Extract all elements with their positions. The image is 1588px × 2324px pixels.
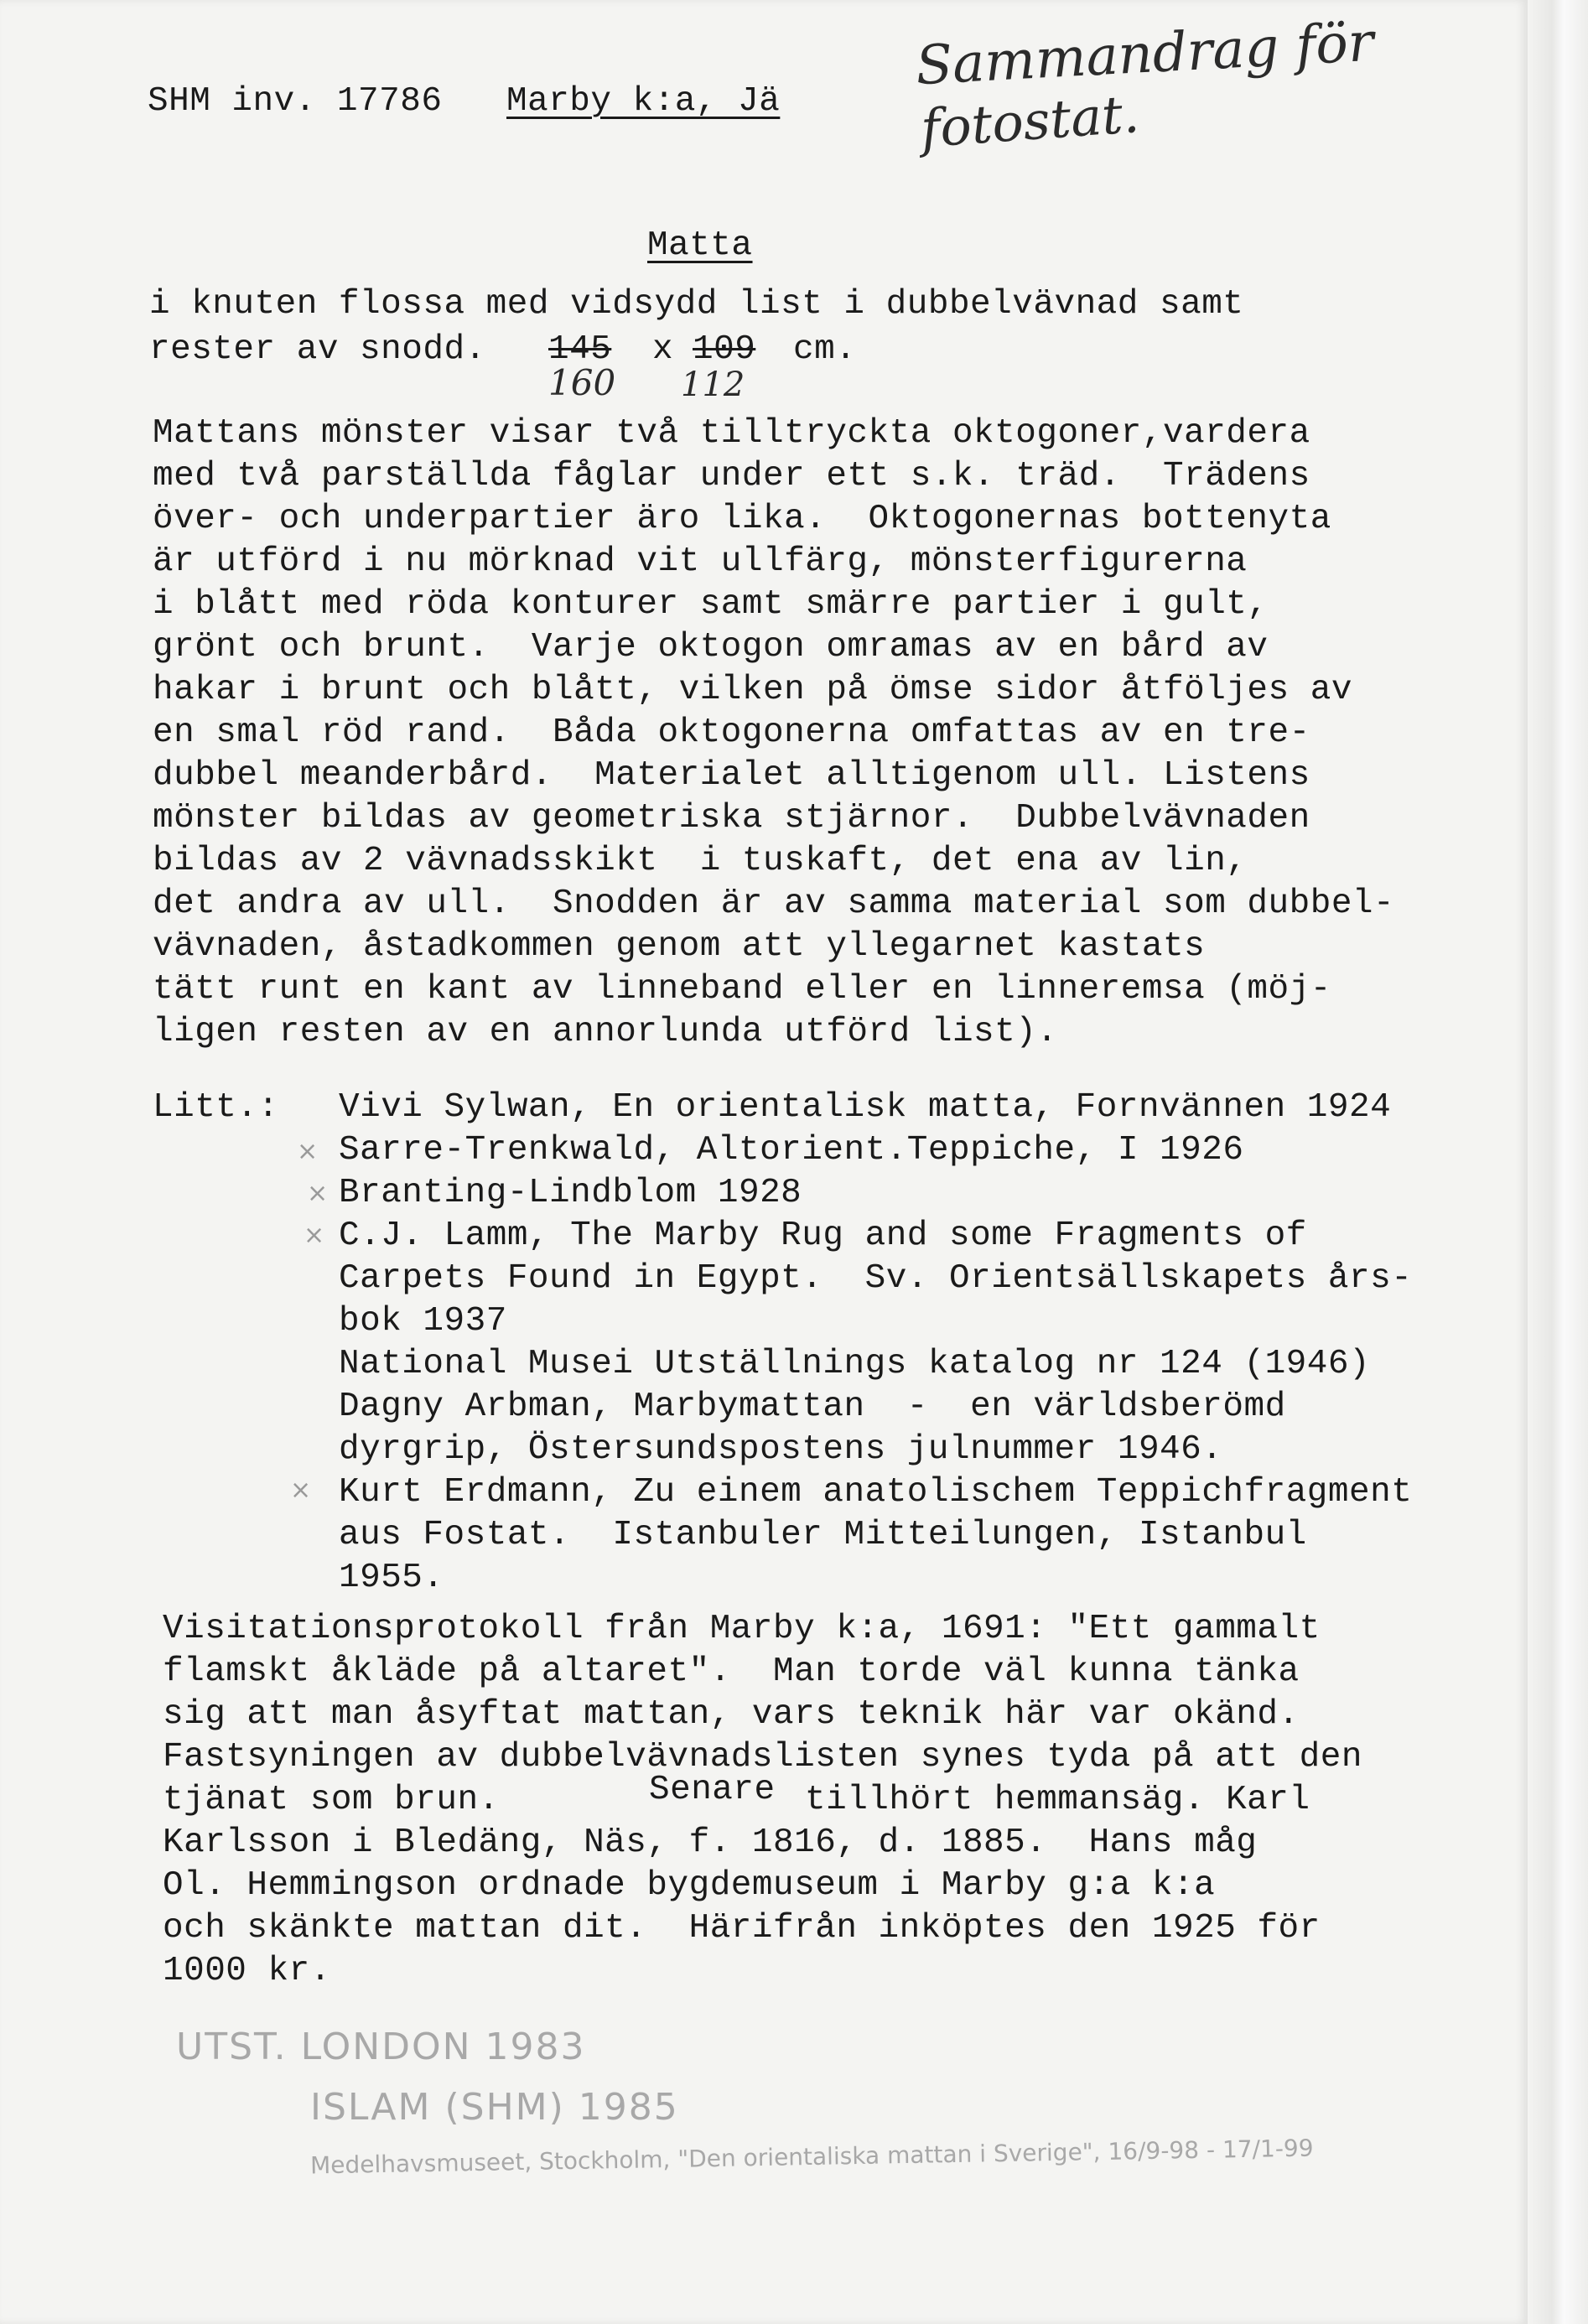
- description: [153, 412, 1394, 1054]
- description-line: dubbel meanderbård. Materialet alltigenom ull. Listens: [153, 756, 1310, 795]
- description-line: ligen resten av en annorlunda utförd list).: [153, 1013, 1058, 1051]
- card-edge: [1528, 0, 1588, 2324]
- description-line: tätt runt en kant av linneband eller en linneremsa (möj-: [153, 970, 1331, 1009]
- visitation-line: Karlsson i Bledäng, Näs, f. 1816, d. 1885. Hans måg: [163, 1823, 1258, 1862]
- literature-entry: 1955.: [339, 1559, 444, 1597]
- description-line: över- och underpartier äro lika. Oktogonernas bottenyta: [153, 500, 1331, 538]
- literature-entry: Dagny Arbman, Marbymattan - en världsberömd: [339, 1388, 1286, 1426]
- description-line: med två parställda fåglar under ett s.k. träd. Trädens: [153, 457, 1310, 495]
- description-line: grönt och brunt. Varje oktogon omramas av en bård av: [153, 628, 1269, 667]
- location: Marby k:a, Jä: [506, 82, 781, 121]
- description-line: i blått med röda konturer samt smärre partier i gult,: [153, 585, 1269, 624]
- description-line: mönster bildas av geometriska stjärnor. Dubbelvävnaden: [153, 799, 1310, 838]
- description-line: det andra av ull. Snodden är av samma material som dubbel-: [153, 884, 1395, 923]
- literature-entry: bok 1937: [339, 1302, 507, 1341]
- visitation-line-5: [163, 1771, 1362, 1822]
- literature-entry: C.J. Lamm, The Marby Rug and some Fragments of: [339, 1216, 1307, 1255]
- intro-line-2-start: rester av snodd.: [149, 330, 486, 369]
- visitation-line: 1000 kr.: [163, 1952, 331, 1990]
- pencil-check-mark: ×: [290, 1476, 312, 1505]
- literature-list: [339, 1087, 1412, 1600]
- handwritten-note-line1: Sammandrag för: [914, 11, 1376, 98]
- literature-entry: Vivi Sylwan, En orientalisk matta, Fornvännen 1924: [339, 1088, 1392, 1127]
- visitation-line: Fastsyningen av dubbelvävnadslisten synes tyda på att den: [163, 1738, 1362, 1777]
- description-line: vävnaden, åstadkommen genom att yllegarnet kastats: [153, 927, 1206, 966]
- pencil-note-london: UTST. LONDON 1983: [176, 2026, 586, 2068]
- pencil-note-exhibition: Medelhavsmuseet, Stockholm, "Den orientaliska mattan i Sverige", 16/9-98 - 17/1-99: [309, 2134, 1314, 2180]
- description-line: en smal röd rand. Båda oktogonerna omfattas av en tre-: [153, 713, 1310, 752]
- literature-entry: Sarre-Trenkwald, Altorient.Teppiche, I 1926: [339, 1131, 1244, 1170]
- literature-entry: aus Fostat. Istanbuler Mitteilungen, Istanbul: [339, 1516, 1307, 1554]
- visitation-line-rest: tillhört hemmansäg. Karl: [805, 1781, 1310, 1819]
- pencil-check-mark: ×: [304, 1221, 325, 1250]
- visitation-insert: Senare: [649, 1771, 776, 1809]
- description-line: Mattans mönster visar två tilltryckta oktogoner,vardera: [153, 414, 1310, 453]
- description-line: är utförd i nu mörknad vit ullfärg, mönsterfigurerna: [153, 542, 1248, 581]
- visitation-line: och skänkte mattan dit. Härifrån inköptes den 1925 för: [163, 1909, 1321, 1948]
- dimension-separator: x: [652, 330, 674, 369]
- literature-entry: Carpets Found in Egypt. Sv. Orientsällskapets års-: [339, 1259, 1413, 1298]
- visitation-text: [163, 1608, 1362, 1993]
- pencil-note-islam: ISLAM (SHM) 1985: [310, 2086, 679, 2129]
- intro-line-1: i knuten flossa med vidsydd list i dubbelvävnad samt: [149, 285, 1244, 324]
- document-title: Matta: [647, 226, 753, 265]
- dimension-unit: cm.: [793, 330, 857, 369]
- pencil-check-mark: ×: [297, 1137, 319, 1166]
- literature-entry: dyrgrip, Östersundspostens julnummer 1946.: [339, 1430, 1223, 1469]
- inventory-number: SHM inv. 17786: [148, 82, 443, 121]
- description-line: hakar i brunt och blått, vilken på ömse sidor åtföljes av: [153, 671, 1352, 709]
- dimension-1-struck: 145: [548, 330, 612, 369]
- literature-entry: Branting-Lindblom 1928: [339, 1174, 802, 1212]
- visitation-line: flamskt åkläde på altaret". Man torde väl kunna tänka: [163, 1652, 1300, 1691]
- literature-label: Litt.:: [153, 1088, 279, 1127]
- visitation-line: Ol. Hemmingson ordnade bygdemuseum i Marby g:a k:a: [163, 1866, 1216, 1905]
- visitation-line: tjänat som brun.: [163, 1781, 500, 1819]
- literature-entry: Kurt Erdmann, Zu einem anatolischem Teppichfragment: [339, 1473, 1413, 1512]
- dimension-2-corrected: 112: [681, 366, 745, 404]
- handwritten-note-line2: fotostat.: [918, 82, 1142, 160]
- literature-entry: National Musei Utställnings katalog nr 124 (1946): [339, 1345, 1371, 1383]
- description-line: bildas av 2 vävnadsskikt i tuskaft, det ena av lin,: [153, 842, 1248, 880]
- pencil-check-mark: ×: [307, 1179, 329, 1208]
- dimension-2-struck: 109: [693, 330, 756, 369]
- dimension-1-corrected: 160: [548, 362, 616, 403]
- visitation-line: sig att man åsyftat mattan, vars teknik här var okänd.: [163, 1695, 1300, 1734]
- visitation-line: Visitationsprotokoll från Marby k:a, 1691: "Ett gammalt: [163, 1610, 1321, 1648]
